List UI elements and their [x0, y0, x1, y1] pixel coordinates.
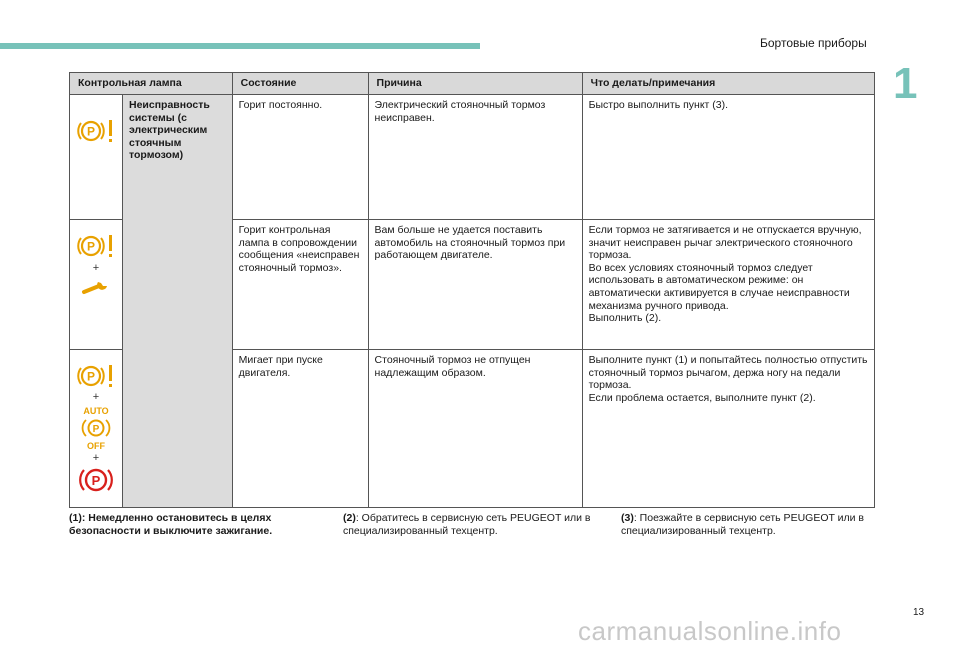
footnote-ref: (1) [69, 512, 82, 524]
top-accent-bar [0, 43, 480, 49]
table-row [70, 95, 875, 220]
column-header-lamp: Контрольная лампа [70, 73, 233, 95]
chapter-number: 1 [893, 59, 918, 108]
table-header-row [70, 73, 875, 95]
auto-off-icon [78, 405, 114, 451]
auto-label: AUTO [83, 405, 109, 416]
column-header-state: Состояние [232, 73, 368, 95]
group-label: Неисправность системы (с электрическим стоячным тормозом) [129, 99, 210, 162]
lamp-icons-cell [70, 220, 123, 350]
parking-brake-warning-icon [76, 232, 116, 260]
cause-cell: Электрический стояночный тормоз неисправен. [368, 95, 582, 220]
page-number: 13 [913, 607, 925, 618]
cause-cell: Стояночный тормоз не отпущен надлежащим образом. [368, 350, 582, 508]
state-cell: Горит постоянно. [232, 95, 368, 220]
warning-lamp-table [69, 72, 875, 508]
footnote-3 [621, 512, 871, 538]
lamp-icons-cell [70, 350, 123, 508]
footnote-text: : Немедленно остановитесь в целях безопасности и выключите зажигание. [69, 512, 273, 537]
svg-text:P: P [92, 423, 100, 435]
cause-cell: Вам больше не удается поставить автомобиль на стояночный тормоз при работающем двигателе. [368, 220, 582, 350]
footnote-ref: (2) [343, 512, 356, 524]
group-label-cell [123, 95, 233, 508]
plus-sign: + [92, 391, 100, 403]
state-cell: Мигает при пуске двигателя. [232, 350, 368, 508]
state-cell: Горит контрольная лампа в сопровождении сообщения «неисправен стояночный тормоз». [232, 220, 368, 350]
svg-text:P: P [86, 124, 96, 139]
off-label: OFF [87, 440, 105, 451]
footnote-1 [69, 512, 299, 538]
lamp-icons-cell [70, 95, 123, 220]
svg-text:P: P [86, 239, 96, 254]
footnote-text: : Поезжайте в сервисную сеть PEUGEOT или в специализированный техцентр. [621, 512, 864, 537]
parking-brake-warning-icon [76, 362, 116, 390]
parking-brake-red-icon [76, 465, 116, 495]
plus-sign: + [92, 451, 100, 464]
footnote-ref: (3) [621, 512, 634, 524]
svg-text:P: P [91, 473, 101, 489]
footnote-text: : Обратитесь в сервисную сеть PEUGEOT или в специализированный техцентр. [343, 512, 591, 537]
svg-text:P: P [86, 369, 96, 384]
watermark: carmanualsonline.info [578, 616, 842, 646]
action-cell: Выполните пункт (1) и попытайтесь полностью отпустить стояночный тормоз рычагом, держа ногу на педали тормоза. Если проблема остается, выполните пункт (2). [582, 350, 874, 508]
footnote-2 [343, 512, 598, 538]
column-header-cause: Причина [368, 73, 582, 95]
wrench-icon [81, 277, 111, 297]
section-title: Бортовые приборы [760, 36, 867, 50]
column-header-action: Что делать/примечания [582, 73, 874, 95]
parking-brake-warning-icon [76, 117, 116, 145]
action-cell: Быстро выполнить пункт (3). [582, 95, 874, 220]
action-cell: Если тормоз не затягивается и не отпускается вручную, значит неисправен рычаг электрического стояночного тормоза. Во всех условиях стояночный тормоз следует использовать в автоматическом режиме: он автоматически активируется в случае неисправности механизма ручного привода. Выполнить (2). [582, 220, 874, 350]
plus-sign: + [92, 262, 100, 274]
